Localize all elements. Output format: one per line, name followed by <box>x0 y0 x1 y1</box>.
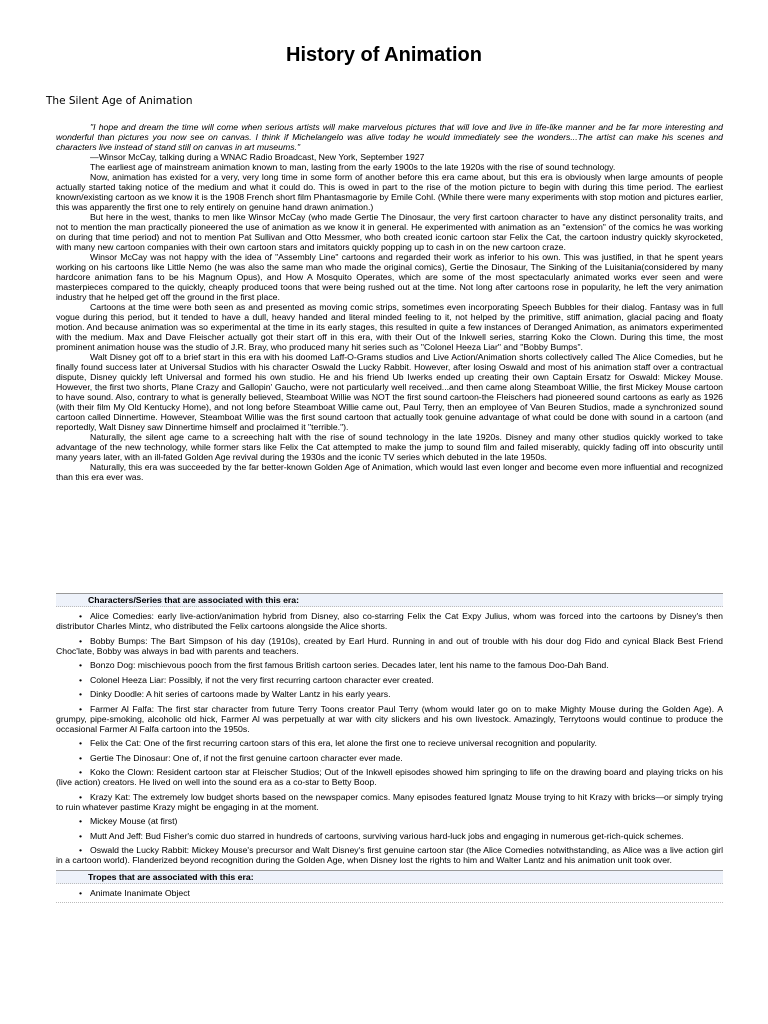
list-item-text: Mutt And Jeff: Bud Fisher's comic duo starred in hundreds of cartoons, surviving various hard-luck jobs and engaging in numerous get-rich-quick schemes. <box>90 830 684 841</box>
list-item <box>56 831 723 841</box>
list-item <box>56 753 723 763</box>
list-item-text: Oswald the Lucky Rabbit: Mickey Mouse's precursor and Walt Disney's first genuine cartoon star (the Alice Comedies notwithstanding, as Alice was a live action girl in a cartoon world). Flanderized beyond recognition during the Golden Age, when Disney lost the rights to him and Walter Lantz and his animation unit took over. <box>56 845 723 865</box>
list-item-text: Gertie The Dinosaur: One of, if not the first genuine cartoon character ever made. <box>90 752 403 763</box>
list-item <box>56 792 723 812</box>
bullet: • <box>78 611 82 621</box>
bullet: • <box>78 767 82 777</box>
paragraph: Naturally, the silent age came to a screeching halt with the rise of sound technology in the late 1920s. Disney and many other studios quickly worked to take advantage of the new technology, while former stars like Felix the Cat attempted to make the jump to sound film and failed miserably, quickly fading off into obscurity until many years later, with an ill-fated Golden Age revival during the 1930s and the iconic TV series which debuted in the late 1950s. <box>56 432 723 462</box>
tropes-heading: Tropes that are associated with this era: <box>56 870 723 884</box>
list-item <box>56 816 723 826</box>
list-item <box>56 888 723 898</box>
bullet: • <box>78 674 82 685</box>
paragraph: The earliest age of mainstream animation known to man, lasting from the early 1900s to the late 1920s with the rise of sound technology. <box>90 162 616 172</box>
list-item-text: Bobby Bumps: The Bart Simpson of his day (1910s), created by Earl Hurd. Running in and out of trouble with his dour dog Fido and cynical Black Best Friend Choc'late, Bobby was always in bad with parents and teachers. <box>56 635 723 656</box>
page-title: History of Animation <box>286 44 482 66</box>
paragraph: But here in the west, thanks to men like Winsor McCay (who made Gertie The Dinosaur, the very first cartoon character to have any distinct personality traits, and not to mention the man practically pioneered the use of animation as we know it in general. He experimented with animation as an "extension" of the comics he was working on during that time period) and not to mention Pat Sullivan and Otto Messmer, who both created iconic cartoon star Felix the Cat, the cartoon industry quickly skyrocketed, with many new cartoon companies with their own cartoon stars and imitators quickly popping up to cash in on the new cartoon craze. <box>56 212 723 252</box>
list-item <box>56 767 723 787</box>
bullet: • <box>78 887 82 898</box>
lists-container <box>56 593 723 903</box>
bullet: • <box>78 830 82 841</box>
body-text <box>56 122 723 482</box>
list-item <box>56 845 723 865</box>
list-item <box>56 611 723 631</box>
list-item-text: Alice Comedies: early live-action/animation hybrid from Disney, also co-starring Felix the Cat Expy Julius, whom was forced into the cartoons by Disney's then distributor Charles Mintz, who distributed the Felix cartoons alongside the Alice shorts. <box>56 611 723 631</box>
list-item-text: Farmer Al Falfa: The first star character from future Terry Toons creator Paul Terry (whom would later go on to make Mighty Mouse during the Golden Age). A grumpy, pipe-smoking, alcoholic old hick, Farmer Al was perpetually at war with city slickers and his own livestock. Amazingly, Terrytoons would continue to produce the occasional Farmer Al Falfa cartoon into the 1950s. <box>56 703 723 734</box>
bullet: • <box>78 635 82 646</box>
list-item <box>56 675 723 685</box>
characters-heading: Characters/Series that are associated with this era: <box>56 593 723 607</box>
bullet: • <box>78 845 82 855</box>
list-item-text: Koko the Clown: Resident cartoon star at Fleischer Studios; Out of the Inkwell episodes showed him springing to life on the drawing board and playing tricks on his (live action) creators. He lived on well into the sound era as a co-star to Betty Boop. <box>56 767 723 787</box>
bullet: • <box>78 703 82 714</box>
list-item-text: Animate Inanimate Object <box>90 887 190 898</box>
list-item-text: Dinky Doodle: A hit series of cartoons made by Walter Lantz in his early years. <box>90 689 391 699</box>
list-item-text: Krazy Kat: The extremely low budget shorts based on the newspaper comics. Many episodes featured Ignatz Mouse trying to hit Krazy with bricks—or simply trying to ruin whatever pastime Krazy might be engaging in at the moment. <box>56 791 723 812</box>
bullet: • <box>78 752 82 763</box>
paragraph: Now, animation has existed for a very, very long time in some form of another before this era came about, but this era is obviously when large amounts of people actually started taking notice of the medium and what it could do. This is owed in part to the rise of the motion picture to begin with during this time period. The earliest known/existing cartoon as we know it is the 1908 French short film Phantasmagorie by Emile Cohl. (While there were many experiments with stop motion and pictures earlier, this was apparently the first one to rely entirely on genuine hand drawn animation.) <box>56 172 723 212</box>
list-item <box>56 689 723 699</box>
list-item-text: Felix the Cat: One of the first recurring cartoon stars of this era, let alone the first one to recieve universal recognition and popularity. <box>90 738 597 748</box>
paragraph: Naturally, this era was succeeded by the far better-known Golden Age of Animation, which would last even longer and become even more influential and recognized than this era ever was. <box>56 462 723 482</box>
opening-quote: "I hope and dream the time will come when serious artists will make marvelous pictures that will love and live in life-like manner and be far more interesting and wonderful than pictures you now see on canvas. I think if Michelangelo was alive today he would immediately see the wonders...The artist can make his scenes and characters live instead of stand still on canvas in art museums." <box>56 122 723 152</box>
list-item <box>56 660 723 670</box>
list-item <box>56 636 723 656</box>
section-heading: The Silent Age of Animation <box>46 95 193 107</box>
bullet: • <box>78 738 82 748</box>
bullet: • <box>78 689 82 699</box>
divider <box>56 902 723 903</box>
list-item <box>56 738 723 748</box>
paragraph: Cartoons at the time were both seen as and presented as moving comic strips, sometimes even incorporating Speech Bubbles for their dialog. Fantasy was in full vogue during this period, but it tended to have a dull, heavy handed and literal minded feeling to it, not helped by the primitive, stiff animation, glacial pacing and floaty motion. And because animation was so experimental at the time in its early stages, this resulted in quite a few instances of Deranged Animation, as animators experimented with the medium. Max and Dave Fleischer actually got their start off in this era, with their Out of the Inkwell series, starring Koko the Clown. During this time, the most prominent animation house was the studio of J.R. Bray, who produced many hit series such as "Colonel Heeza Liar" and "Bobby Bumps". <box>56 302 723 352</box>
paragraph: Winsor McCay was not happy with the idea of "Assembly Line" cartoons and regarded their work as inferior to his own. This was justified, in that he spent years working on his cartoons like Little Nemo (he was also the same man who made the original comics), Gertie the Dinosaur, The Sinking of the Luisitania(considered by many hardcore animation fans to be his Magnum Opus), and How A Mosquito Operates, which are some of the most spectacularly animated works ever seen and were masterpieces compared to the quickly, cheaply produced toons that were being rushed out at the time. Not long after cartoons rose in popularity, he left the very animation industry that he helped get off the ground in the first place. <box>56 252 723 302</box>
bullet: • <box>78 816 82 826</box>
paragraph: Walt Disney got off to a brief start in this era with his doomed Laff-O-Grams studios and Live Action/Animation shorts collectively called The Alice Comedies, but he finally found success later at Universal Studios with his character Oswald the Lucky Rabbit. However, after losing Oswald and most of his animation staff over a contractual dispute, Disney quickly left Universal and formed his own studio. He and his friend Ub Iwerks ended up creating their own Captain Ersatz for Oswald: Mickey Mouse. However, the first two shorts, Plane Crazy and Gallopin' Gaucho, were not particularly well received...and then came along Steamboat Willie, the first Mickey Mouse cartoon to have sound. Also, contrary to what is generally believed, Steamboat Willie was NOT the first sound cartoon-the Fleischers had pioneered sound cartoons as early as 1926 (with their film My Old Kentucky Home), and not long before Steamboat Willie came out, Paul Terry, then an employee of Van Beuren Studios, made a synchronized sound cartoon called Dinnertime. However, Steamboat Willie was the first sound cartoon that actually took genuine advantage of what could be done with sound in a cartoon (and reportedly, Walt Disney saw Dinnertime himself and proclaimed it "terrible."). <box>56 352 723 432</box>
list-item-text: Colonel Heeza Liar: Possibly, if not the very first recurring cartoon character ever created. <box>90 674 434 685</box>
list-item-text: Mickey Mouse (at first) <box>90 816 178 826</box>
list-item <box>56 704 723 734</box>
bullet: • <box>78 660 82 670</box>
quote-attribution: —Winsor McCay, talking during a WNAC Radio Broadcast, New York, September 1927 <box>90 152 425 162</box>
bullet: • <box>78 791 82 802</box>
list-item-text: Bonzo Dog: mischievous pooch from the first famous British cartoon series. Decades later, lent his name to the famous Doo-Dah Band. <box>90 660 609 670</box>
